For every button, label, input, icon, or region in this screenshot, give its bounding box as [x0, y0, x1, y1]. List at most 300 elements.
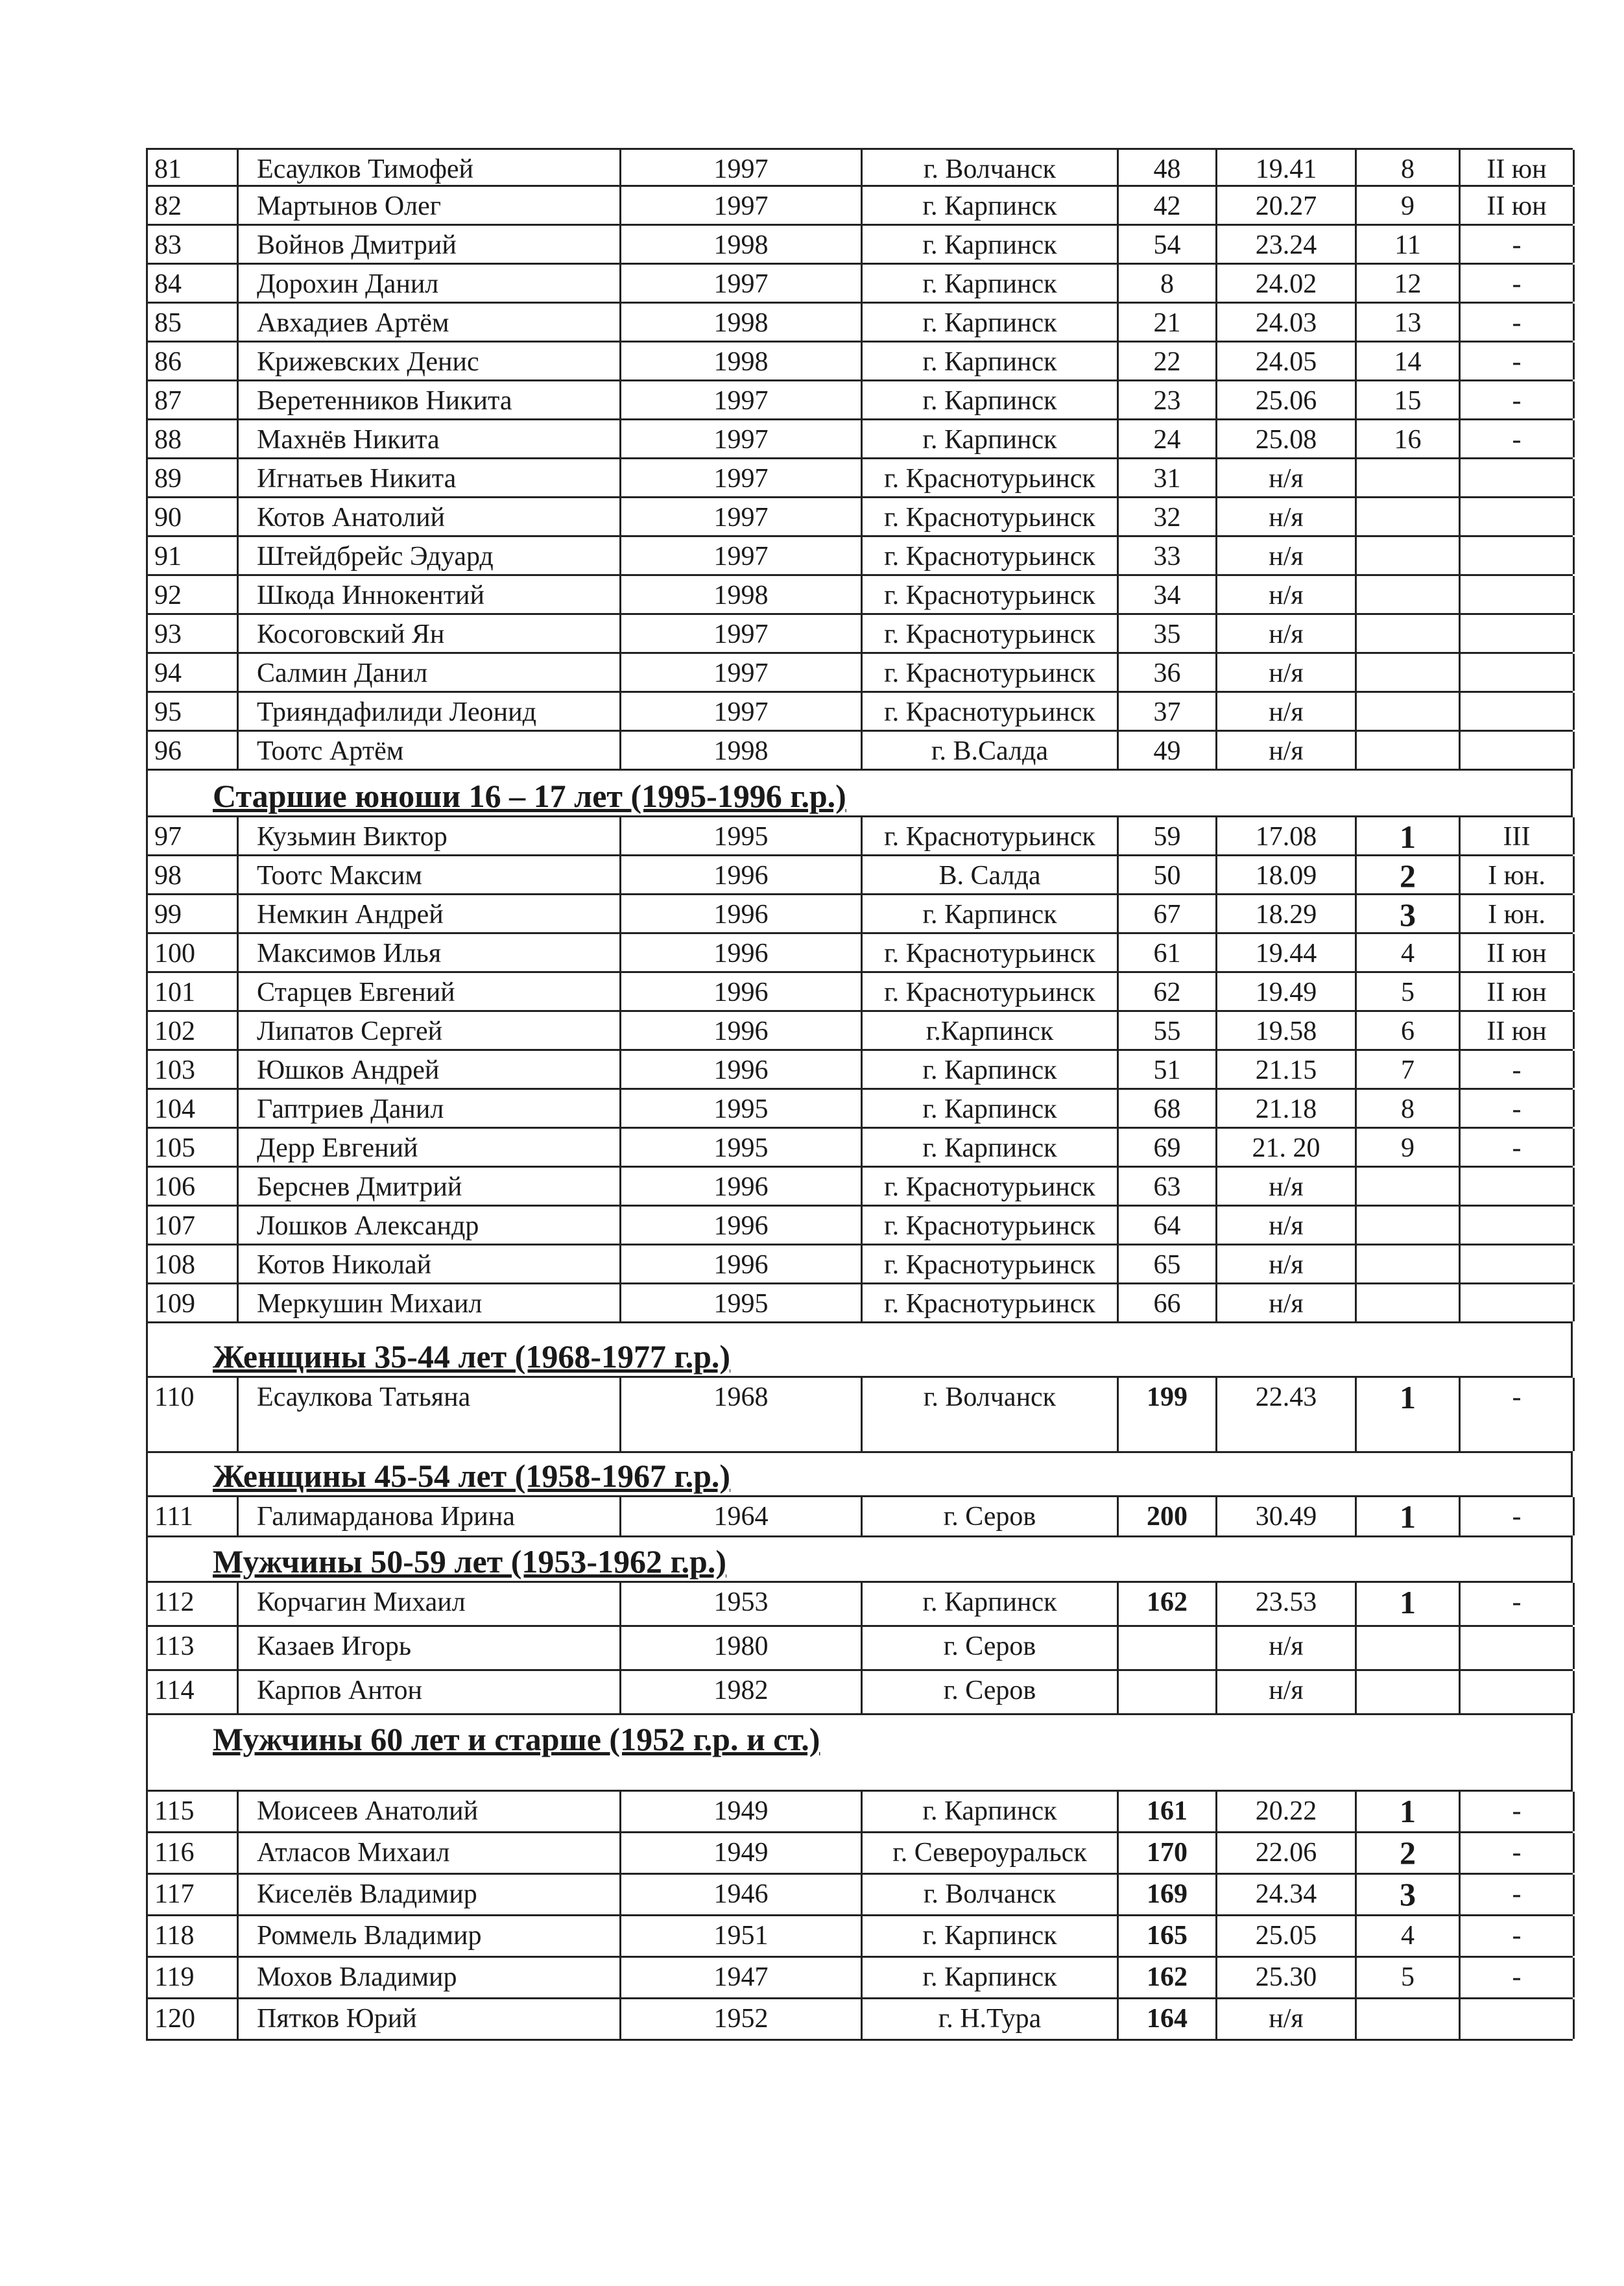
athlete-name-cell: Киселёв Владимир: [239, 1875, 621, 1914]
place-cell: 4: [1357, 1916, 1461, 1956]
table-row: [146, 1875, 1573, 1916]
bib-number-cell: 68: [1119, 1090, 1217, 1127]
section-title: Женщины 35-44 лет (1968-1977 г.р.): [213, 1338, 731, 1375]
row-number-cell: 92: [148, 576, 239, 613]
birth-year-cell: 1946: [621, 1875, 863, 1914]
sport-rank-cell: -: [1461, 1378, 1575, 1451]
table-row: [146, 1627, 1573, 1671]
bib-number-cell: 54: [1119, 226, 1217, 263]
result-time-cell: 24.02: [1217, 265, 1357, 302]
place-cell: [1357, 1245, 1461, 1282]
athlete-name-cell: Мартынов Олег: [239, 187, 621, 224]
result-time-cell: 30.49: [1217, 1497, 1357, 1535]
result-time-cell: н/я: [1217, 615, 1357, 652]
row-number-cell: 116: [148, 1833, 239, 1873]
result-time-cell: 25.05: [1217, 1916, 1357, 1956]
city-cell: г. Серов: [863, 1627, 1119, 1669]
result-time-cell: н/я: [1217, 1245, 1357, 1282]
row-number-cell: 105: [148, 1129, 239, 1166]
row-number-cell: 106: [148, 1168, 239, 1205]
athlete-name-cell: Есаулкова Татьяна: [239, 1378, 621, 1451]
birth-year-cell: 1952: [621, 1999, 863, 2039]
place-cell: 13: [1357, 304, 1461, 341]
bib-number-cell: 165: [1119, 1916, 1217, 1956]
athlete-name-cell: Меркушин Михаил: [239, 1284, 621, 1321]
row-number-cell: 93: [148, 615, 239, 652]
sport-rank-cell: [1461, 1207, 1575, 1244]
sport-rank-cell: II юн: [1461, 150, 1575, 185]
athlete-name-cell: Есаулков Тимофей: [239, 150, 621, 185]
section-title: Мужчины 60 лет и старше (1952 г.р. и ст.): [213, 1721, 820, 1757]
row-number-cell: 111: [148, 1497, 239, 1535]
city-cell: г. В.Салда: [863, 732, 1119, 769]
athlete-name-cell: Казаев Игорь: [239, 1627, 621, 1669]
bib-number-cell: 37: [1119, 693, 1217, 730]
sport-rank-cell: [1461, 1627, 1575, 1669]
city-cell: г. Карпинск: [863, 1958, 1119, 1997]
row-number-cell: 103: [148, 1051, 239, 1088]
place-cell: 4: [1357, 934, 1461, 971]
city-cell: г. Краснотурьинск: [863, 654, 1119, 691]
table-row: [146, 934, 1573, 973]
sport-rank-cell: [1461, 1168, 1575, 1205]
table-row: [146, 1090, 1573, 1129]
table-row: [146, 1497, 1573, 1537]
athlete-name-cell: Липатов Сергей: [239, 1012, 621, 1049]
result-time-cell: 20.27: [1217, 187, 1357, 224]
sport-rank-cell: -: [1461, 1051, 1575, 1088]
sport-rank-cell: [1461, 1284, 1575, 1321]
row-number-cell: 86: [148, 343, 239, 379]
bib-number-cell: 48: [1119, 150, 1217, 185]
athlete-name-cell: Лошков Александр: [239, 1207, 621, 1244]
city-cell: г. Карпинск: [863, 1792, 1119, 1831]
birth-year-cell: 1951: [621, 1916, 863, 1956]
place-cell: 3: [1357, 895, 1461, 932]
city-cell: г. Краснотурьинск: [863, 1245, 1119, 1282]
birth-year-cell: 1997: [621, 693, 863, 730]
row-number-cell: 102: [148, 1012, 239, 1049]
bib-number-cell: 164: [1119, 1999, 1217, 2039]
city-cell: г. Серов: [863, 1671, 1119, 1713]
athlete-name-cell: Крижевских Денис: [239, 343, 621, 379]
birth-year-cell: 1997: [621, 187, 863, 224]
bib-number-cell: 51: [1119, 1051, 1217, 1088]
city-cell: г. Карпинск: [863, 1583, 1119, 1625]
result-time-cell: 24.03: [1217, 304, 1357, 341]
table-row: [146, 1207, 1573, 1245]
sport-rank-cell: -: [1461, 1916, 1575, 1956]
place-cell: 7: [1357, 1051, 1461, 1088]
city-cell: г. Краснотурьинск: [863, 934, 1119, 971]
bib-number-cell: 36: [1119, 654, 1217, 691]
athlete-name-cell: Юшков Андрей: [239, 1051, 621, 1088]
athlete-name-cell: Гаптриев Данил: [239, 1090, 621, 1127]
city-cell: г. Карпинск: [863, 420, 1119, 457]
section-title: Женщины 45-54 лет (1958-1967 г.р.): [213, 1458, 731, 1494]
city-cell: В. Салда: [863, 856, 1119, 893]
result-time-cell: 18.29: [1217, 895, 1357, 932]
result-time-cell: н/я: [1217, 1284, 1357, 1321]
row-number-cell: 83: [148, 226, 239, 263]
result-time-cell: н/я: [1217, 498, 1357, 535]
sport-rank-cell: [1461, 576, 1575, 613]
sport-rank-cell: -: [1461, 1497, 1575, 1535]
row-number-cell: 95: [148, 693, 239, 730]
city-cell: г.Карпинск: [863, 1012, 1119, 1049]
birth-year-cell: 1998: [621, 576, 863, 613]
place-cell: [1357, 1207, 1461, 1244]
row-number-cell: 82: [148, 187, 239, 224]
result-time-cell: 25.06: [1217, 381, 1357, 418]
city-cell: г. Карпинск: [863, 304, 1119, 341]
table-row: [146, 1378, 1573, 1453]
result-time-cell: н/я: [1217, 1999, 1357, 2039]
bib-number-cell: 34: [1119, 576, 1217, 613]
city-cell: г. Карпинск: [863, 381, 1119, 418]
place-cell: [1357, 693, 1461, 730]
table-row: [146, 1999, 1573, 2041]
athlete-name-cell: Мохов Владимир: [239, 1958, 621, 1997]
athlete-name-cell: Немкин Андрей: [239, 895, 621, 932]
birth-year-cell: 1947: [621, 1958, 863, 1997]
city-cell: г. Карпинск: [863, 1129, 1119, 1166]
athlete-name-cell: Атласов Михаил: [239, 1833, 621, 1873]
result-time-cell: н/я: [1217, 1207, 1357, 1244]
place-cell: [1357, 732, 1461, 769]
result-time-cell: н/я: [1217, 1671, 1357, 1713]
row-number-cell: 97: [148, 817, 239, 854]
place-cell: 2: [1357, 856, 1461, 893]
birth-year-cell: 1995: [621, 817, 863, 854]
bib-number-cell: 162: [1119, 1958, 1217, 1997]
result-time-cell: 21.18: [1217, 1090, 1357, 1127]
athlete-name-cell: Махнёв Никита: [239, 420, 621, 457]
city-cell: г. Карпинск: [863, 187, 1119, 224]
athlete-name-cell: Штейдбрейс Эдуард: [239, 537, 621, 574]
result-time-cell: 22.43: [1217, 1378, 1357, 1451]
section-title: Старшие юноши 16 – 17 лет (1995-1996 г.р.): [213, 778, 846, 814]
birth-year-cell: 1996: [621, 895, 863, 932]
birth-year-cell: 1996: [621, 856, 863, 893]
bib-number-cell: 162: [1119, 1583, 1217, 1625]
table-row: [146, 537, 1573, 576]
results-table: [146, 148, 1573, 2041]
sport-rank-cell: -: [1461, 1583, 1575, 1625]
row-number-cell: 112: [148, 1583, 239, 1625]
place-cell: [1357, 1284, 1461, 1321]
city-cell: г. Волчанск: [863, 1875, 1119, 1914]
table-row: [146, 1671, 1573, 1715]
sport-rank-cell: -: [1461, 226, 1575, 263]
place-cell: 12: [1357, 265, 1461, 302]
table-row: [146, 1051, 1573, 1090]
result-time-cell: 25.08: [1217, 420, 1357, 457]
birth-year-cell: 1995: [621, 1090, 863, 1127]
bib-number-cell: 55: [1119, 1012, 1217, 1049]
athlete-name-cell: Дерр Евгений: [239, 1129, 621, 1166]
result-time-cell: н/я: [1217, 693, 1357, 730]
result-time-cell: 24.34: [1217, 1875, 1357, 1914]
place-cell: 8: [1357, 1090, 1461, 1127]
sport-rank-cell: -: [1461, 1792, 1575, 1831]
athlete-name-cell: Старцев Евгений: [239, 973, 621, 1010]
birth-year-cell: 1996: [621, 934, 863, 971]
sport-rank-cell: III: [1461, 817, 1575, 854]
place-cell: [1357, 1627, 1461, 1669]
table-row: [146, 654, 1573, 693]
bib-number-cell: 62: [1119, 973, 1217, 1010]
sport-rank-cell: [1461, 1245, 1575, 1282]
place-cell: [1357, 537, 1461, 574]
birth-year-cell: 1998: [621, 343, 863, 379]
city-cell: г. Краснотурьинск: [863, 459, 1119, 496]
table-row: [146, 1916, 1573, 1958]
table-row: [146, 459, 1573, 498]
bib-number-cell: 33: [1119, 537, 1217, 574]
birth-year-cell: 1997: [621, 654, 863, 691]
sport-rank-cell: -: [1461, 1875, 1575, 1914]
birth-year-cell: 1997: [621, 381, 863, 418]
athlete-name-cell: Роммель Владимир: [239, 1916, 621, 1956]
result-time-cell: 17.08: [1217, 817, 1357, 854]
table-row: [146, 148, 1573, 187]
place-cell: [1357, 459, 1461, 496]
place-cell: 6: [1357, 1012, 1461, 1049]
city-cell: г. Краснотурьинск: [863, 1284, 1119, 1321]
bib-number-cell: 23: [1119, 381, 1217, 418]
athlete-name-cell: Карпов Антон: [239, 1671, 621, 1713]
bib-number-cell: 169: [1119, 1875, 1217, 1914]
sport-rank-cell: [1461, 1999, 1575, 2039]
row-number-cell: 99: [148, 895, 239, 932]
sport-rank-cell: II юн: [1461, 187, 1575, 224]
bib-number-cell: 50: [1119, 856, 1217, 893]
city-cell: г. Североуральск: [863, 1833, 1119, 1873]
result-time-cell: 22.06: [1217, 1833, 1357, 1873]
bib-number-cell: 66: [1119, 1284, 1217, 1321]
athlete-name-cell: Кузьмин Виктор: [239, 817, 621, 854]
birth-year-cell: 1998: [621, 226, 863, 263]
birth-year-cell: 1996: [621, 1245, 863, 1282]
bib-number-cell: 61: [1119, 934, 1217, 971]
table-row: [146, 226, 1573, 265]
city-cell: г. Краснотурьинск: [863, 537, 1119, 574]
table-row: [146, 420, 1573, 459]
row-number-cell: 90: [148, 498, 239, 535]
section-header: [146, 1323, 1573, 1378]
table-row: [146, 1168, 1573, 1207]
birth-year-cell: 1995: [621, 1129, 863, 1166]
athlete-name-cell: Корчагин Михаил: [239, 1583, 621, 1625]
result-time-cell: н/я: [1217, 576, 1357, 613]
sport-rank-cell: [1461, 654, 1575, 691]
table-row: [146, 1833, 1573, 1875]
sport-rank-cell: -: [1461, 381, 1575, 418]
table-row: [146, 1583, 1573, 1627]
table-row: [146, 1284, 1573, 1323]
row-number-cell: 108: [148, 1245, 239, 1282]
city-cell: г. Волчанск: [863, 1378, 1119, 1451]
sport-rank-cell: -: [1461, 343, 1575, 379]
bib-number-cell: 49: [1119, 732, 1217, 769]
city-cell: г. Краснотурьинск: [863, 576, 1119, 613]
place-cell: 11: [1357, 226, 1461, 263]
birth-year-cell: 1998: [621, 304, 863, 341]
row-number-cell: 104: [148, 1090, 239, 1127]
city-cell: г. Карпинск: [863, 1051, 1119, 1088]
bib-number-cell: 31: [1119, 459, 1217, 496]
birth-year-cell: 1996: [621, 1012, 863, 1049]
place-cell: 14: [1357, 343, 1461, 379]
row-number-cell: 87: [148, 381, 239, 418]
sport-rank-cell: -: [1461, 1958, 1575, 1997]
bib-number-cell: 35: [1119, 615, 1217, 652]
athlete-name-cell: Дорохин Данил: [239, 265, 621, 302]
table-row: [146, 265, 1573, 304]
sport-rank-cell: [1461, 1671, 1575, 1713]
sport-rank-cell: II юн: [1461, 1012, 1575, 1049]
bib-number-cell: 65: [1119, 1245, 1217, 1282]
birth-year-cell: 1996: [621, 1168, 863, 1205]
place-cell: 5: [1357, 973, 1461, 1010]
athlete-name-cell: Галимарданова Ирина: [239, 1497, 621, 1535]
place-cell: [1357, 615, 1461, 652]
result-time-cell: н/я: [1217, 1168, 1357, 1205]
athlete-name-cell: Тоотс Артём: [239, 732, 621, 769]
birth-year-cell: 1996: [621, 973, 863, 1010]
athlete-name-cell: Максимов Илья: [239, 934, 621, 971]
place-cell: 1: [1357, 1497, 1461, 1535]
row-number-cell: 94: [148, 654, 239, 691]
section-header: [146, 1453, 1573, 1497]
row-number-cell: 117: [148, 1875, 239, 1914]
table-row: [146, 1129, 1573, 1168]
result-time-cell: 19.49: [1217, 973, 1357, 1010]
athlete-name-cell: Пятков Юрий: [239, 1999, 621, 2039]
city-cell: г. Карпинск: [863, 343, 1119, 379]
table-row: [146, 1012, 1573, 1051]
sport-rank-cell: -: [1461, 1833, 1575, 1873]
birth-year-cell: 1968: [621, 1378, 863, 1451]
birth-year-cell: 1997: [621, 459, 863, 496]
sport-rank-cell: I юн.: [1461, 856, 1575, 893]
birth-year-cell: 1997: [621, 498, 863, 535]
athlete-name-cell: Игнатьев Никита: [239, 459, 621, 496]
result-time-cell: н/я: [1217, 732, 1357, 769]
table-row: [146, 615, 1573, 654]
bib-number-cell: 22: [1119, 343, 1217, 379]
sport-rank-cell: [1461, 615, 1575, 652]
section-header: [146, 1715, 1573, 1792]
city-cell: г. Карпинск: [863, 226, 1119, 263]
row-number-cell: 89: [148, 459, 239, 496]
sport-rank-cell: [1461, 498, 1575, 535]
place-cell: 5: [1357, 1958, 1461, 1997]
section-title: Мужчины 50-59 лет (1953-1962 г.р.): [213, 1543, 727, 1580]
bib-number-cell: 67: [1119, 895, 1217, 932]
athlete-name-cell: Трияндафилиди Леонид: [239, 693, 621, 730]
athlete-name-cell: Косоговский Ян: [239, 615, 621, 652]
city-cell: г. Краснотурьинск: [863, 615, 1119, 652]
row-number-cell: 88: [148, 420, 239, 457]
place-cell: 2: [1357, 1833, 1461, 1873]
row-number-cell: 107: [148, 1207, 239, 1244]
athlete-name-cell: Берснев Дмитрий: [239, 1168, 621, 1205]
row-number-cell: 109: [148, 1284, 239, 1321]
birth-year-cell: 1998: [621, 732, 863, 769]
city-cell: г. Карпинск: [863, 1090, 1119, 1127]
city-cell: г. Краснотурьинск: [863, 817, 1119, 854]
place-cell: 1: [1357, 817, 1461, 854]
bib-number-cell: 59: [1119, 817, 1217, 854]
birth-year-cell: 1996: [621, 1207, 863, 1244]
athlete-name-cell: Котов Николай: [239, 1245, 621, 1282]
table-row: [146, 693, 1573, 732]
table-row: [146, 732, 1573, 771]
birth-year-cell: 1997: [621, 537, 863, 574]
table-row: [146, 1792, 1573, 1833]
place-cell: 8: [1357, 150, 1461, 185]
city-cell: г. Волчанск: [863, 150, 1119, 185]
result-time-cell: 23.24: [1217, 226, 1357, 263]
birth-year-cell: 1949: [621, 1792, 863, 1831]
place-cell: 1: [1357, 1583, 1461, 1625]
city-cell: г. Краснотурьинск: [863, 1207, 1119, 1244]
sport-rank-cell: I юн.: [1461, 895, 1575, 932]
sport-rank-cell: [1461, 732, 1575, 769]
place-cell: 15: [1357, 381, 1461, 418]
place-cell: [1357, 498, 1461, 535]
sport-rank-cell: II юн: [1461, 973, 1575, 1010]
section-header: [146, 771, 1573, 817]
section-header: [146, 1537, 1573, 1583]
row-number-cell: 118: [148, 1916, 239, 1956]
athlete-name-cell: Котов Анатолий: [239, 498, 621, 535]
place-cell: 9: [1357, 1129, 1461, 1166]
birth-year-cell: 1980: [621, 1627, 863, 1669]
sport-rank-cell: II юн: [1461, 934, 1575, 971]
result-time-cell: 20.22: [1217, 1792, 1357, 1831]
place-cell: 1: [1357, 1792, 1461, 1831]
bib-number-cell: 24: [1119, 420, 1217, 457]
sport-rank-cell: -: [1461, 1129, 1575, 1166]
bib-number-cell: 69: [1119, 1129, 1217, 1166]
sport-rank-cell: -: [1461, 1090, 1575, 1127]
athlete-name-cell: Авхадиев Артём: [239, 304, 621, 341]
city-cell: г. Карпинск: [863, 1916, 1119, 1956]
result-time-cell: 19.44: [1217, 934, 1357, 971]
table-row: [146, 895, 1573, 934]
city-cell: г. Н.Тура: [863, 1999, 1119, 2039]
athlete-name-cell: Тоотс Максим: [239, 856, 621, 893]
row-number-cell: 85: [148, 304, 239, 341]
result-time-cell: 19.41: [1217, 150, 1357, 185]
city-cell: г. Краснотурьинск: [863, 498, 1119, 535]
place-cell: [1357, 1999, 1461, 2039]
row-number-cell: 100: [148, 934, 239, 971]
sport-rank-cell: -: [1461, 265, 1575, 302]
place-cell: 16: [1357, 420, 1461, 457]
result-time-cell: н/я: [1217, 537, 1357, 574]
result-time-cell: 19.58: [1217, 1012, 1357, 1049]
birth-year-cell: 1997: [621, 420, 863, 457]
sport-rank-cell: -: [1461, 304, 1575, 341]
table-row: [146, 1958, 1573, 1999]
result-time-cell: 24.05: [1217, 343, 1357, 379]
row-number-cell: 81: [148, 150, 239, 185]
place-cell: [1357, 654, 1461, 691]
